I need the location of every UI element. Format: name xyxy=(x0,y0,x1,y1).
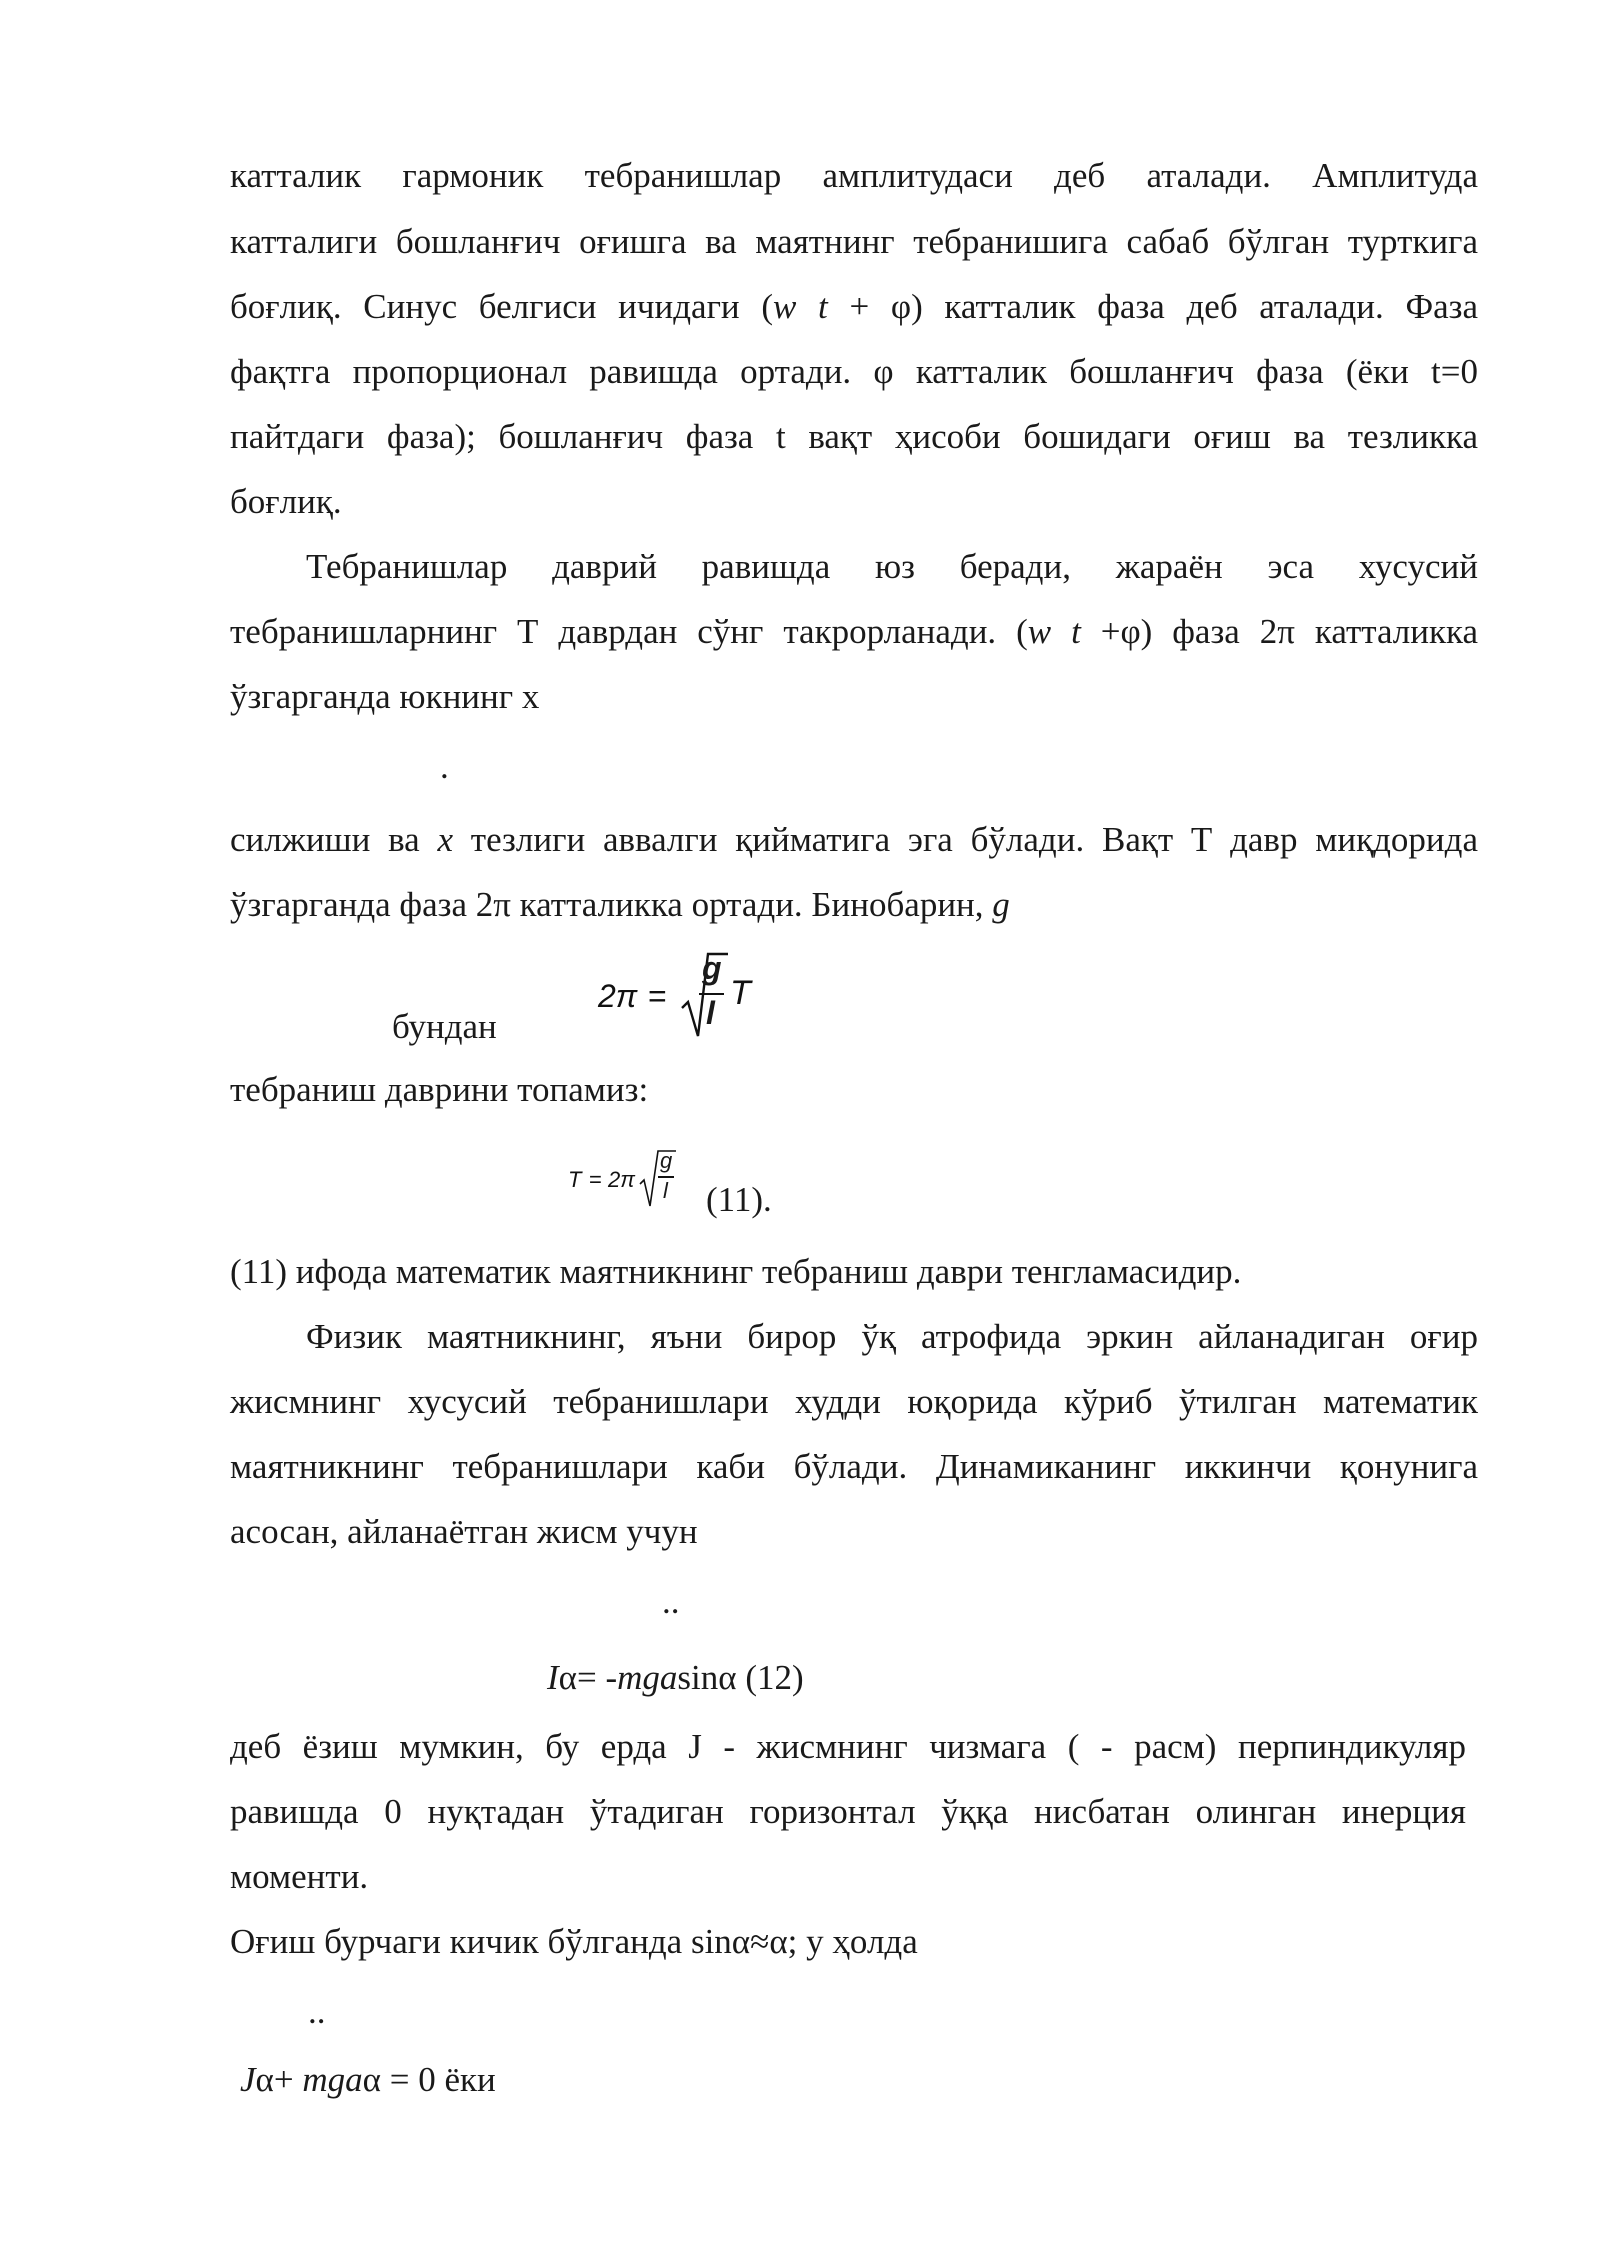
math-t: t xyxy=(1071,612,1081,651)
equation-12 xyxy=(547,1656,804,1700)
eq12-I: I xyxy=(547,1658,559,1697)
text-line: Тебранишлар даврий равишда юз беради, жараён эса хусусий xyxy=(306,547,1478,586)
eq13-alpha: α+ xyxy=(255,2060,303,2099)
eq12-rest: sinα (12) xyxy=(677,1658,804,1697)
text-run: + φ) катталик фаза деб аталади. Фаза xyxy=(827,287,1479,326)
text-line xyxy=(230,610,1478,654)
text-run: тезлиги аввалги қийматига эга бўлади. Вақт Т давр миқдорида xyxy=(453,820,1478,859)
text-run: боғлиқ. Синус белгиси ичидаги ( xyxy=(230,287,773,326)
eq2-lhs: T xyxy=(568,1167,582,1192)
eq2-coef: 2π xyxy=(608,1167,635,1192)
eq2-number: (11). xyxy=(706,1180,772,1219)
text-line xyxy=(230,818,1478,862)
eq1-numerator: g xyxy=(702,950,722,986)
dot-marks: .. xyxy=(308,1992,326,2031)
text-line: тебраниш даврини топамиз: xyxy=(230,1070,649,1109)
text-line: пайтдаги фаза); бошланғич фаза t вақт ҳисоби бошидаги оғиш ва тезликка xyxy=(230,417,1478,456)
text-line: равишда 0 нуқтадан ўтадиган горизонтал ўққа нисбатан олинган инерция xyxy=(230,1792,1466,1831)
text-line: асосан, айланаётган жисм учун xyxy=(230,1512,698,1551)
text-line: фақтга пропорционал равишда ортади. φ катталик бошланғич фаза (ёки t=0 xyxy=(230,352,1478,391)
eq13-rest: α = 0 ёки xyxy=(362,2060,496,2099)
text-line: ўзгарганда юкнинг х xyxy=(230,677,540,716)
dot-marks: .. xyxy=(662,1582,680,1621)
text-line xyxy=(230,883,1478,927)
eq2-equals: = xyxy=(589,1167,602,1192)
math-x: x xyxy=(437,820,454,859)
eq13-J: J xyxy=(240,2060,256,2099)
eq2-numerator: g xyxy=(660,1148,673,1173)
text-line: боғлиқ. xyxy=(230,482,342,521)
math-t: t xyxy=(818,287,828,326)
eq1-rhs: T xyxy=(730,974,751,1012)
text-line: Физик маятникнинг, яъни бирор ўқ атрофида эркин айланадиган оғир xyxy=(306,1317,1478,1356)
eq2-denominator: l xyxy=(663,1178,668,1203)
eq13-mga: mga xyxy=(302,2060,363,2099)
text-line: катталиги бошланғич оғишга ва маятнинг тебранишига сабаб бўлган турткига xyxy=(230,222,1478,261)
eq1-denominator: l xyxy=(706,995,715,1031)
text-run: силжиши ва xyxy=(230,820,438,859)
text-line: деб ёзиш мумкин, бу ерда J - жисмнинг чизмага ( - расм) перпиндикуляр xyxy=(230,1727,1466,1766)
text-line: (11) ифода математик маятникнинг тебраниш даври тенгламасидир. xyxy=(230,1252,1242,1291)
math-g: g xyxy=(992,885,1010,924)
text-run: +φ) фаза 2π катталикка xyxy=(1080,612,1479,651)
math-w: w xyxy=(1027,612,1052,651)
text-line: моменти. xyxy=(230,1857,369,1896)
text-line xyxy=(230,285,1478,329)
eq12-mga: mga xyxy=(617,1658,678,1697)
bundan-label: бундан xyxy=(392,1007,497,1046)
eq1-equals: = xyxy=(648,978,667,1014)
text-line: маятникнинг тебранишлари каби бўлади. Динамиканинг иккинчи қонунига xyxy=(230,1447,1478,1486)
text-run: ўзгарганда фаза 2π катталикка ортади. Бинобарин, xyxy=(230,885,993,924)
math-w: w xyxy=(773,287,797,326)
text-line: катталик гармоник тебранишлар амплитудаси деб аталади. Амплитуда xyxy=(230,156,1478,195)
dot-mark: . xyxy=(440,747,449,786)
eq12-alpha: α= - xyxy=(558,1658,618,1697)
equation-13 xyxy=(240,2058,496,2102)
text-line: Оғиш бурчаги кичик бўлганда sinα≈α; у ҳолда xyxy=(230,1922,918,1961)
eq1-lhs: 2π xyxy=(598,978,638,1014)
text-run xyxy=(1051,612,1071,651)
text-line: жисмнинг хусусий тебранишлари худди юқорида кўриб ўтилган математик xyxy=(230,1382,1478,1421)
text-run: тебранишларнинг Т даврдан сўнг такрорланади. ( xyxy=(230,612,1028,651)
text-run xyxy=(796,287,818,326)
